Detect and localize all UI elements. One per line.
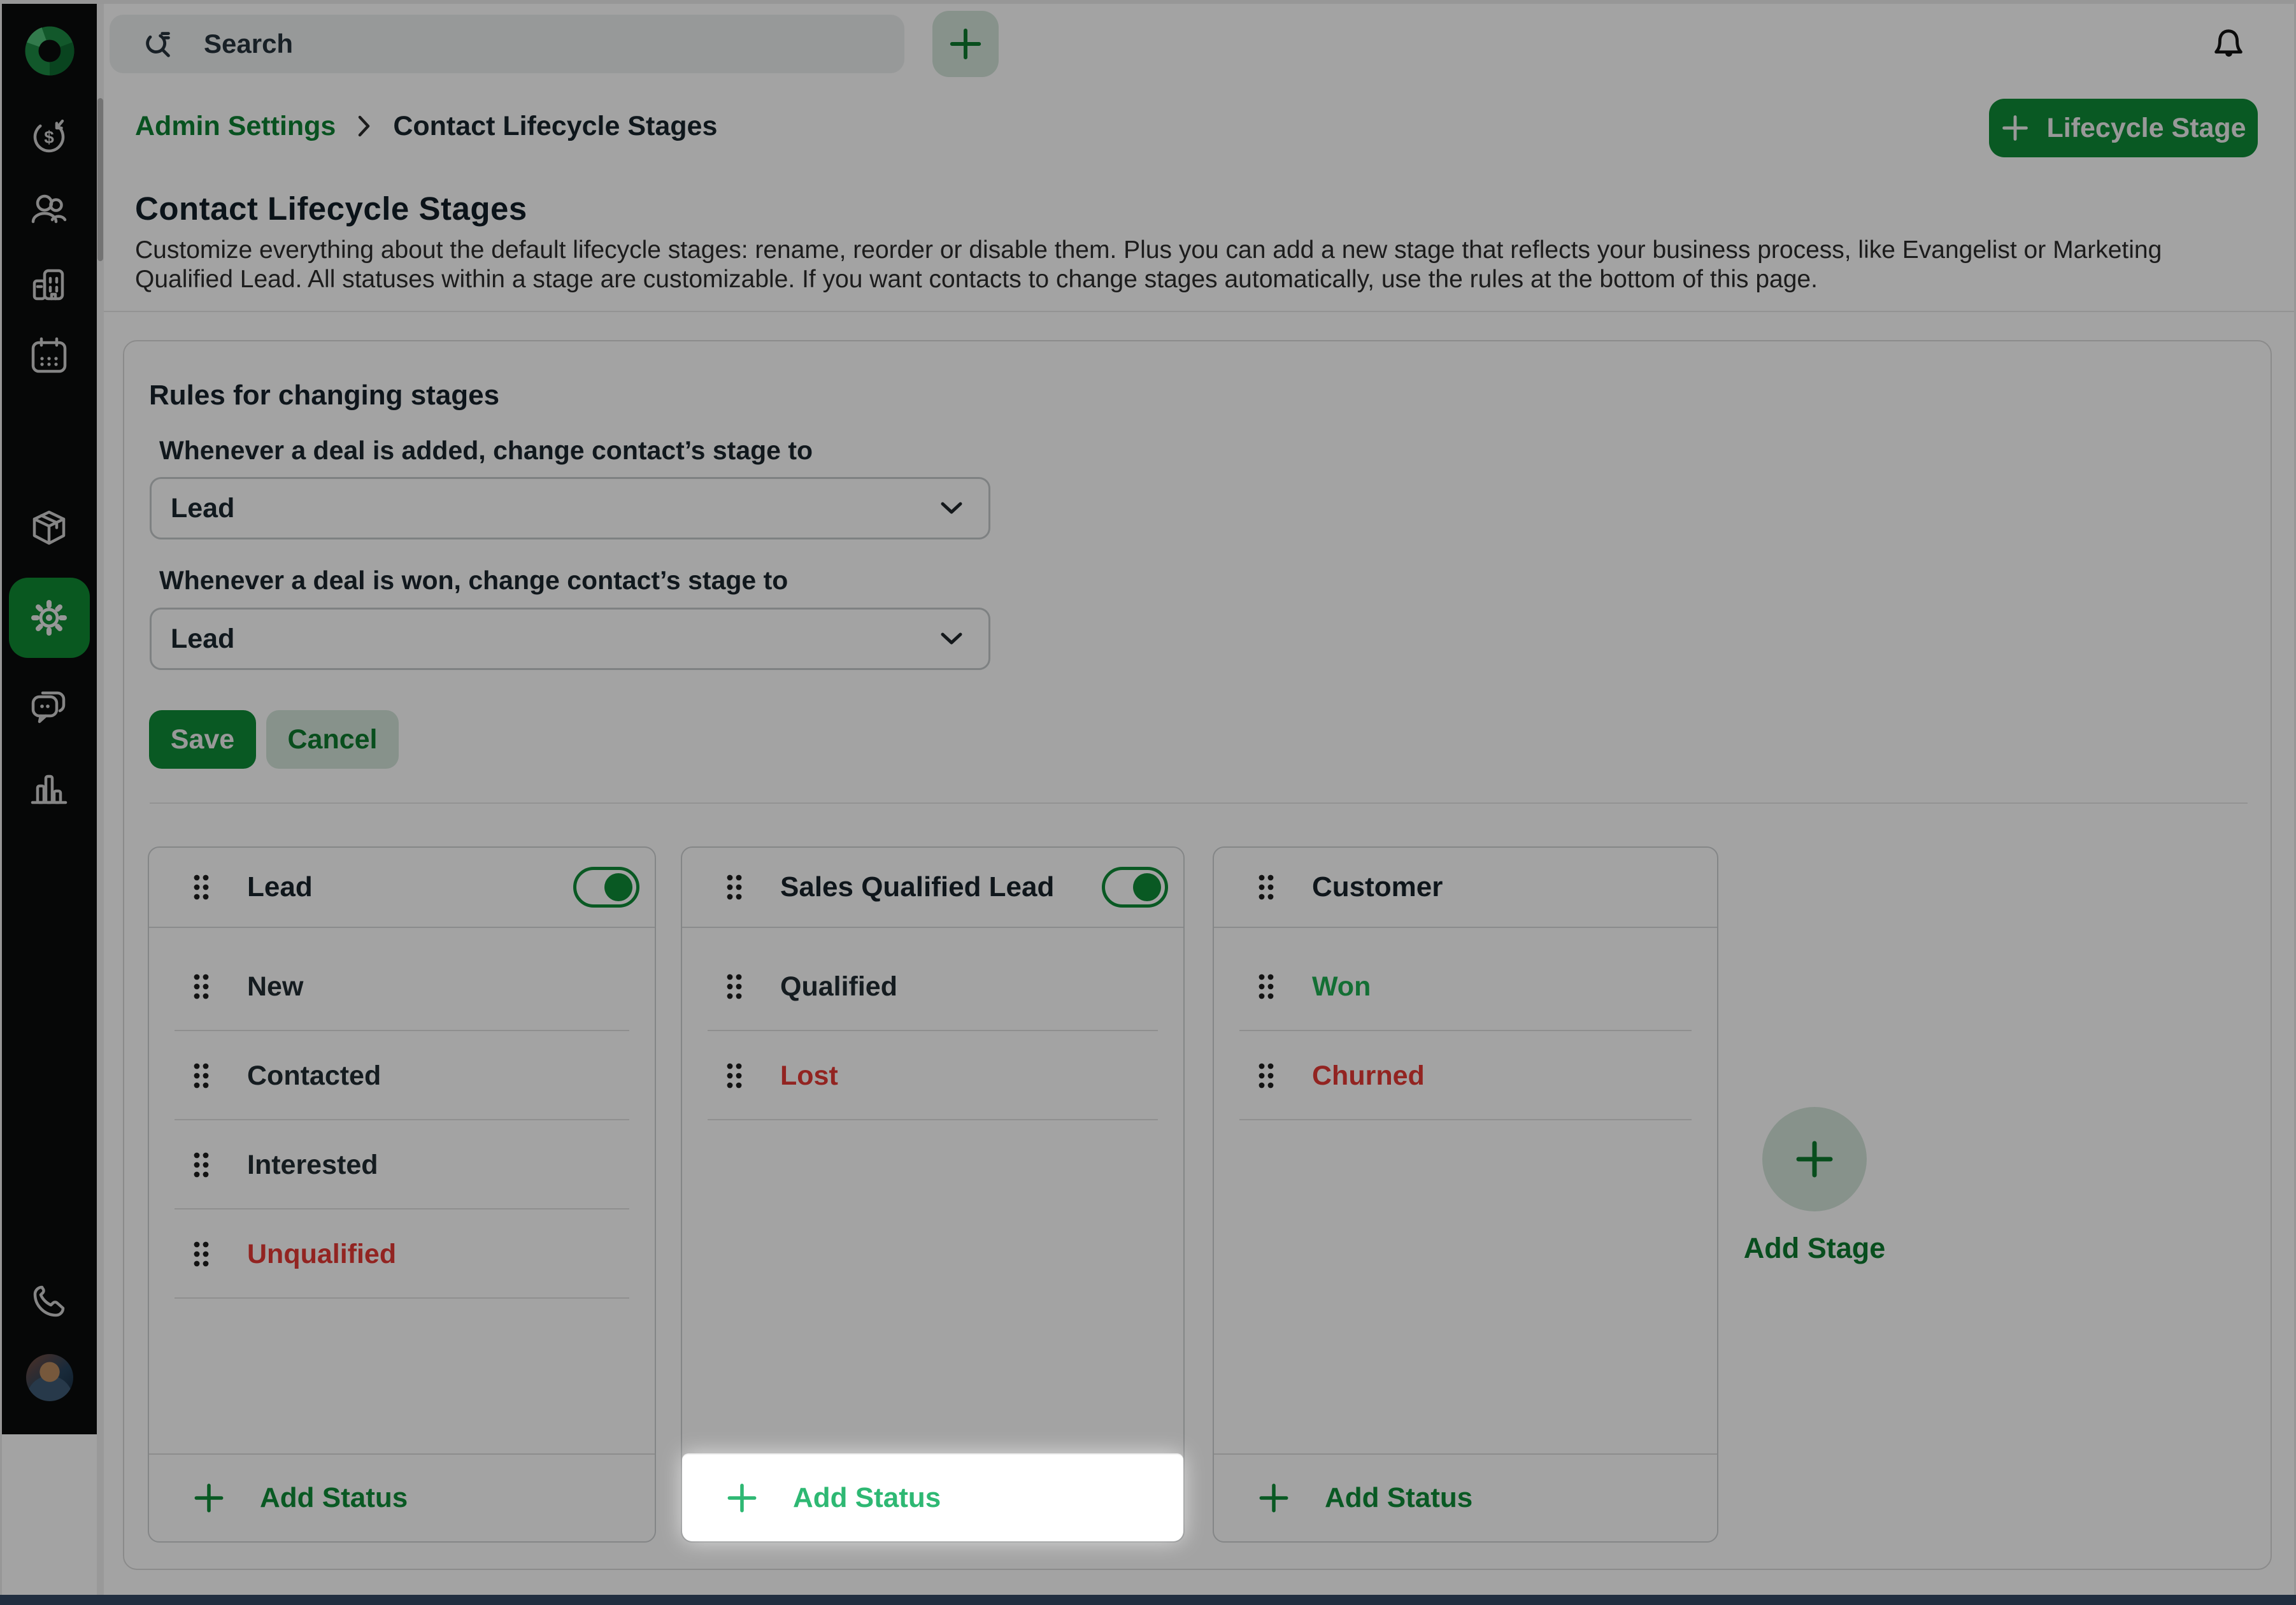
status-label: Interested xyxy=(247,1149,378,1180)
window-frame-top xyxy=(0,0,2296,4)
status-row[interactable] xyxy=(149,942,655,1031)
chevron-right-icon xyxy=(357,113,371,139)
status-row[interactable] xyxy=(1214,1031,1717,1120)
companies-icon[interactable] xyxy=(28,263,70,305)
stage-name: Customer xyxy=(1312,871,1443,902)
breadcrumb-current: Contact Lifecycle Stages xyxy=(393,110,718,141)
add-status-label: Add Status xyxy=(793,1482,941,1513)
drag-handle-icon[interactable] xyxy=(725,1061,743,1090)
add-status-button[interactable] xyxy=(149,1453,655,1541)
toggle-knob xyxy=(604,873,632,901)
stage-card-customer xyxy=(1213,846,1718,1543)
save-button[interactable]: Save xyxy=(149,710,256,769)
app-logo-icon xyxy=(18,19,82,83)
scrollbar-gutter xyxy=(97,4,104,1595)
add-status-label: Add Status xyxy=(1325,1482,1473,1513)
deal-won-stage-value: Lead xyxy=(171,623,235,654)
chevron-down-icon xyxy=(940,632,963,646)
page-title: Contact Lifecycle Stages xyxy=(135,190,527,227)
deal-added-stage-value: Lead xyxy=(171,492,235,524)
chevron-down-icon xyxy=(940,501,963,515)
status-list xyxy=(149,928,655,1299)
add-lifecycle-stage-button[interactable] xyxy=(1989,99,2258,157)
status-label: Qualified xyxy=(780,971,897,1002)
drag-handle-icon[interactable] xyxy=(192,1239,210,1269)
stage-name: Lead xyxy=(247,871,313,902)
add-status-button[interactable] xyxy=(1214,1453,1717,1541)
add-stage-label: Add Stage xyxy=(1743,1232,1886,1264)
quick-add-button[interactable] xyxy=(932,11,999,77)
drag-handle-icon[interactable] xyxy=(1257,1061,1275,1090)
add-status-label: Add Status xyxy=(260,1482,408,1513)
topbar-divider xyxy=(104,311,2296,312)
search-input[interactable] xyxy=(110,15,904,73)
revenue-icon[interactable] xyxy=(28,115,70,157)
toggle-knob xyxy=(1133,873,1161,901)
drag-handle-icon[interactable] xyxy=(192,1061,210,1090)
cancel-button[interactable]: Cancel xyxy=(266,710,399,769)
deal-added-stage-select[interactable] xyxy=(150,477,990,539)
calendar-icon[interactable] xyxy=(28,334,70,376)
status-row[interactable] xyxy=(149,1031,655,1120)
status-label: Lost xyxy=(780,1060,838,1091)
drag-handle-icon[interactable] xyxy=(725,873,743,902)
stage-header xyxy=(1214,848,1717,928)
status-label: Unqualified xyxy=(247,1238,397,1269)
status-label: Contacted xyxy=(247,1060,381,1091)
plus-icon xyxy=(2000,113,2030,143)
window-frame-left xyxy=(0,0,2,1605)
rules-heading: Rules for changing stages xyxy=(149,380,500,411)
stage-card-sales-qualified-lead xyxy=(681,846,1185,1543)
products-icon[interactable] xyxy=(28,507,70,549)
search-icon xyxy=(141,27,176,61)
scrollbar-thumb[interactable] xyxy=(97,98,103,261)
stage-name: Sales Qualified Lead xyxy=(780,871,1055,902)
status-list xyxy=(682,928,1183,1120)
bottom-bar xyxy=(0,1595,2296,1605)
plus-icon xyxy=(948,26,983,62)
lifecycle-settings-card xyxy=(123,340,2272,1570)
user-avatar[interactable] xyxy=(26,1354,73,1401)
add-stage-button[interactable] xyxy=(1687,1107,1942,1265)
stage-enabled-toggle[interactable] xyxy=(573,867,639,908)
status-label: New xyxy=(247,971,304,1002)
notifications-bell-icon[interactable] xyxy=(2208,24,2249,65)
plus-icon xyxy=(192,1481,225,1515)
svg-text:$: $ xyxy=(44,127,54,147)
status-row[interactable] xyxy=(149,1209,655,1299)
status-row[interactable] xyxy=(682,1031,1183,1120)
add-status-button-highlighted[interactable] xyxy=(682,1453,1183,1541)
status-row[interactable] xyxy=(682,942,1183,1031)
sidebar xyxy=(2,4,97,1434)
deal-won-rule-label: Whenever a deal is won, change contact’s stage to xyxy=(159,566,788,595)
breadcrumb-admin-settings[interactable]: Admin Settings xyxy=(135,110,336,141)
page-description: Customize everything about the default lifecycle stages: rename, reorder or disable them. Plus you can add a new stage that reflects your business process, like Evangelist or Marketing Qualified Lead. All statuses within a stage are customizable. If you want contacts to change stages automatically, use the rules at the bottom of this page. xyxy=(135,236,2162,294)
deal-won-stage-select[interactable] xyxy=(150,608,990,670)
status-list xyxy=(1214,928,1717,1120)
plus-icon xyxy=(1257,1481,1290,1515)
status-label: Won xyxy=(1312,971,1371,1002)
search-placeholder: Search xyxy=(204,29,294,59)
add-stage-circle[interactable] xyxy=(1762,1107,1867,1211)
stage-card-lead xyxy=(148,846,656,1543)
drag-handle-icon[interactable] xyxy=(725,972,743,1001)
drag-handle-icon[interactable] xyxy=(192,972,210,1001)
plus-icon xyxy=(1793,1138,1836,1180)
plus-icon xyxy=(725,1481,759,1515)
status-row[interactable] xyxy=(149,1120,655,1209)
breadcrumb xyxy=(135,108,717,144)
lifecycle-stage-button-label: Lifecycle Stage xyxy=(2046,112,2246,143)
stage-header xyxy=(682,848,1183,928)
stage-header xyxy=(149,848,655,928)
reports-icon[interactable] xyxy=(28,766,70,808)
deal-added-rule-label: Whenever a deal is added, change contact’s stage to xyxy=(159,436,813,465)
status-label: Churned xyxy=(1312,1060,1425,1091)
settings-icon[interactable] xyxy=(9,578,90,658)
stage-enabled-toggle[interactable] xyxy=(1102,867,1168,908)
drag-handle-icon[interactable] xyxy=(1257,972,1275,1001)
drag-handle-icon[interactable] xyxy=(192,1150,210,1180)
status-row[interactable] xyxy=(1214,942,1717,1031)
drag-handle-icon[interactable] xyxy=(1257,873,1275,902)
conversations-icon[interactable] xyxy=(28,685,70,727)
section-divider xyxy=(150,802,2248,804)
contacts-icon[interactable] xyxy=(28,189,70,231)
drag-handle-icon[interactable] xyxy=(192,873,210,902)
phone-icon[interactable] xyxy=(28,1280,70,1322)
